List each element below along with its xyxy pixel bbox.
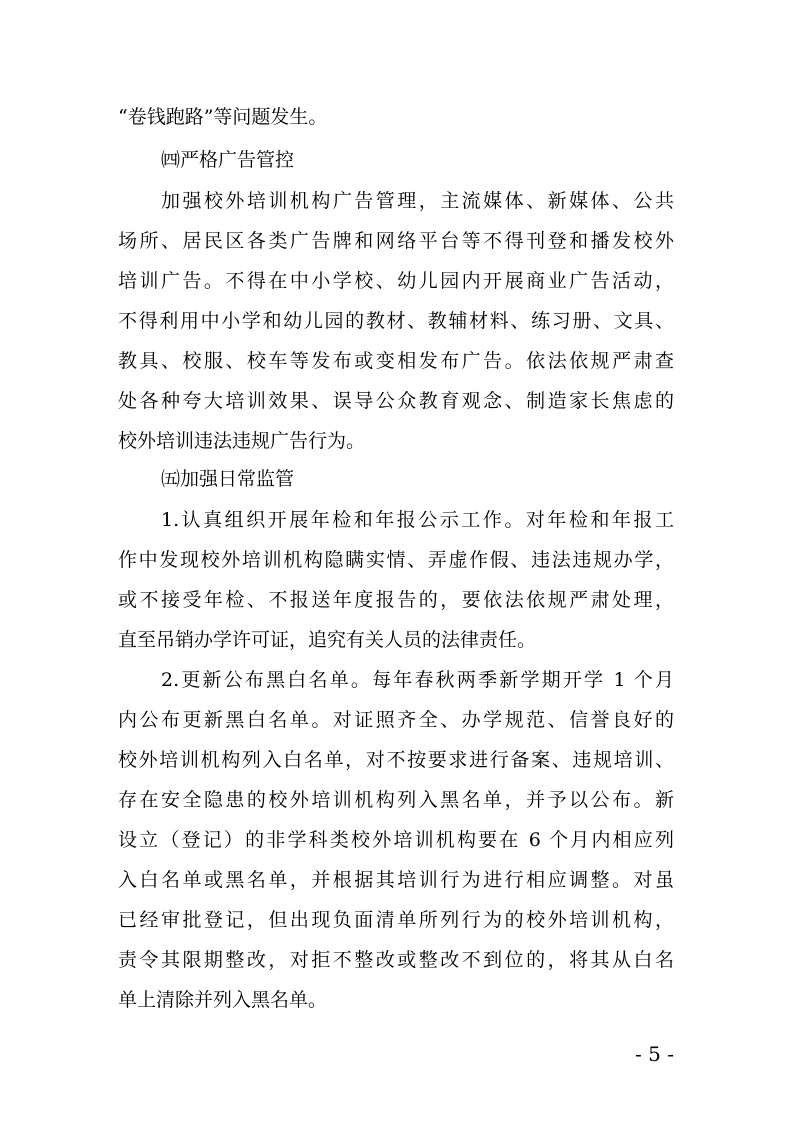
section-heading-4: ㈣严格广告管控 [161, 149, 295, 171]
text-line-17: 校外培训机构列入白名单，对不按要求进行备案、违规培训、 [118, 749, 674, 771]
text-line-12: 作中发现校外培训机构隐瞒实情、弄虚作假、违法违规办学， [118, 549, 674, 571]
text-line-14: 直至吊销办学许可证，追究有关人员的法律责任。 [118, 629, 537, 651]
text-line-22: 责令其限期整改，对拒不整改或整改不到位的，将其从白名 [118, 949, 674, 971]
text-line-4: 场所、居民区各类广告牌和网络平台等不得刊登和播发校外 [118, 230, 674, 252]
text-line-9: 校外培训违法违规广告行为。 [118, 430, 366, 452]
text-line-23: 单上清除并列入黑名单。 [118, 989, 328, 1011]
text-line-11: 1.认真组织开展年检和年报公示工作。对年检和年报工 [161, 509, 674, 531]
text-line-21: 已经审批登记，但出现负面清单所列行为的校外培训机构， [118, 909, 674, 931]
section-heading-5: ㈤加强日常监管 [161, 468, 295, 490]
page-number: - 5 - [635, 1042, 674, 1066]
text-line-16: 内公布更新黑白名单。对证照齐全、办学规范、信誉良好的 [118, 709, 674, 731]
text-line-13: 或不接受年检、不报送年度报告的，要依法依规严肃处理， [118, 589, 674, 611]
text-line-8: 处各种夸大培训效果、误导公众教育观念、制造家长焦虑的 [118, 390, 674, 412]
text-line-18: 存在安全隐患的校外培训机构列入黑名单，并予以公布。新 [118, 789, 674, 811]
text-line-3: 加强校外培训机构广告管理，主流媒体、新媒体、公共 [161, 190, 674, 212]
text-line-1: “卷钱跑路”等问题发生。 [118, 106, 328, 128]
text-line-15: 2.更新公布黑白名单。每年春秋两季新学期开学 1 个月 [161, 669, 674, 691]
text-line-6: 不得利用中小学和幼儿园的教材、教辅材料、练习册、文具、 [118, 310, 674, 332]
text-line-7: 教具、校服、校车等发布或变相发布广告。依法依规严肃查 [118, 350, 674, 372]
text-line-19: 设立（登记）的非学科类校外培训机构要在 6 个月内相应列 [118, 829, 674, 851]
text-line-5: 培训广告。不得在中小学校、幼儿园内开展商业广告活动， [118, 270, 674, 292]
text-line-20: 入白名单或黑名单，并根据其培训行为进行相应调整。对虽 [118, 869, 674, 891]
